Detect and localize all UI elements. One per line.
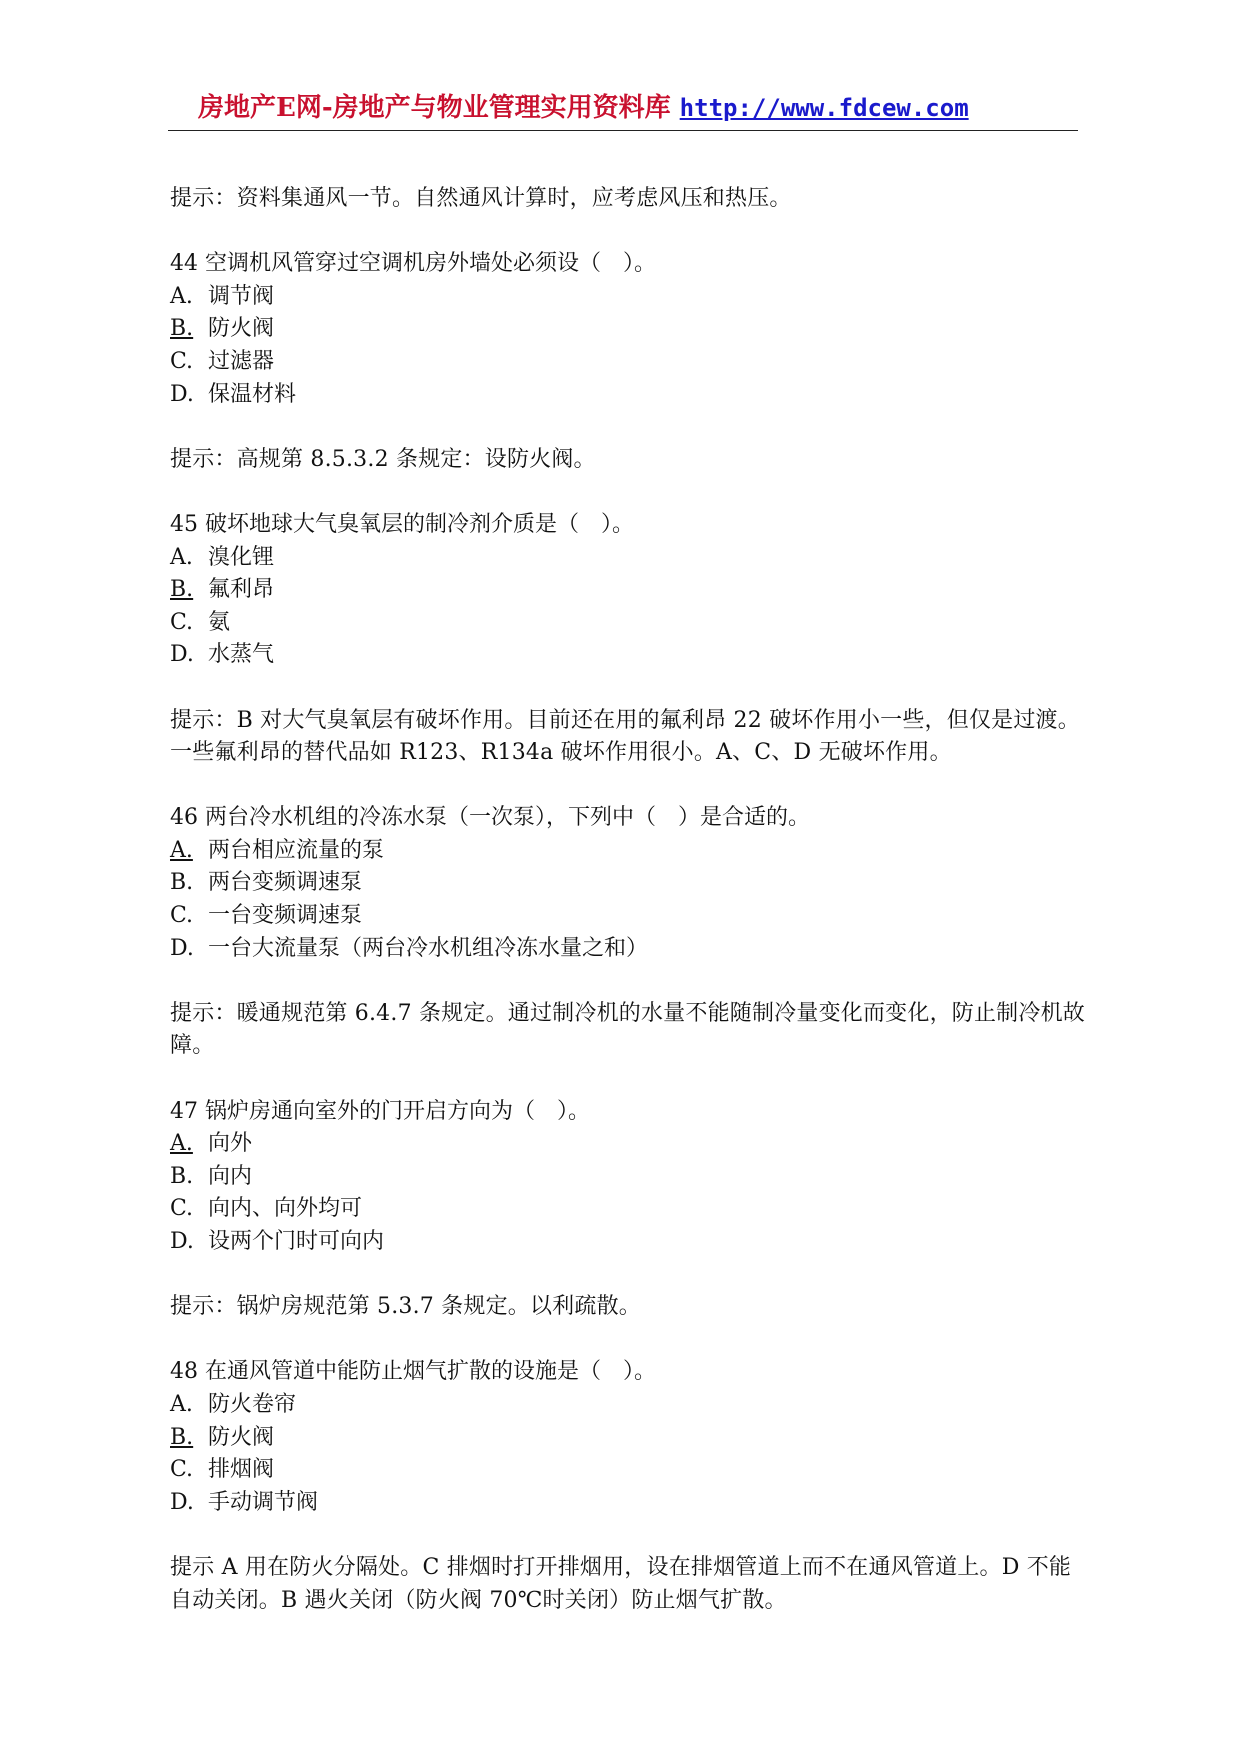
option-item xyxy=(170,313,1090,346)
option-text: 防火卷帘 xyxy=(208,1391,297,1417)
option-item xyxy=(170,1422,1090,1455)
option-letter-answer: B. xyxy=(170,577,194,603)
option-letter: A. xyxy=(170,1391,193,1417)
option-item xyxy=(170,1193,1090,1226)
option-item xyxy=(170,639,1090,672)
question-text: 47 锅炉房通向室外的门开启方向为（ ）。 xyxy=(170,1098,590,1124)
option-text: 防火阀 xyxy=(208,1424,275,1450)
option-item xyxy=(170,900,1090,933)
option-text: 一台大流量泵（两台冷水机组冷冻水量之和） xyxy=(208,935,649,961)
option-item xyxy=(170,1454,1090,1487)
option-item xyxy=(170,346,1090,379)
header-title: 房地产E网-房地产与物业管理实用资料库 xyxy=(198,93,671,123)
option-text: 氨 xyxy=(208,609,231,635)
option-item xyxy=(170,1389,1090,1422)
option-item xyxy=(170,1161,1090,1194)
option-text: 一台变频调速泵 xyxy=(208,903,363,929)
option-letter: A. xyxy=(170,283,193,309)
option-letter: D. xyxy=(170,935,194,961)
option-item xyxy=(170,574,1090,607)
option-letter: C. xyxy=(170,348,194,374)
question-text: 45 破坏地球大气臭氧层的制冷剂介质是（ ）。 xyxy=(170,511,634,537)
option-letter: C. xyxy=(170,1457,194,1483)
header-divider xyxy=(168,130,1078,131)
option-letter: D. xyxy=(170,1229,194,1254)
option-text: 向内 xyxy=(208,1163,253,1189)
option-text: 氟利昂 xyxy=(208,577,275,603)
option-letter-answer: A. xyxy=(170,1131,193,1157)
option-item xyxy=(170,1487,1090,1520)
hint-text: 提示：暖通规范第 6.4.7 条规定。通过制冷机的水量不能随制冷量变化而变化，防止制冷机故障。 xyxy=(170,1000,1085,1059)
hint-text: 提示 A 用在防火分隔处。C 排烟时打开排烟用，设在排烟管道上而不在通风管道上。D 不能自动关闭。B 遇火关闭（防火阀 70℃时关闭）防止烟气扩散。 xyxy=(170,1554,1072,1613)
option-text: 防火阀 xyxy=(208,316,275,342)
option-letter: C. xyxy=(170,609,194,635)
option-item xyxy=(170,542,1090,575)
option-text: 两台相应流量的泵 xyxy=(208,837,385,863)
option-text: 溴化锂 xyxy=(208,544,275,570)
option-item xyxy=(170,867,1090,900)
option-item xyxy=(170,379,1090,412)
option-letter-answer: B. xyxy=(170,316,194,342)
option-letter: B. xyxy=(170,870,194,896)
option-letter-answer: A. xyxy=(170,837,193,863)
option-letter: A. xyxy=(170,544,193,570)
header-link[interactable]: http://www.fdcew.com xyxy=(679,94,969,122)
option-text: 向内、向外均可 xyxy=(208,1196,363,1222)
option-item xyxy=(170,1226,1090,1259)
question-text: 46 两台冷水机组的冷冻水泵（一次泵），下列中（ ）是合适的。 xyxy=(170,805,810,831)
option-item xyxy=(170,835,1090,868)
option-text: 水蒸气 xyxy=(208,642,275,668)
hint-text: 提示：B 对大气臭氧层有破坏作用。目前还在用的氟利昂 22 破坏作用小一些，但仅是过渡。一些氟利昂的替代品如 R123、R134a 破坏作用很小。A、C、D 无破坏作用。 xyxy=(170,707,1080,766)
page-header xyxy=(168,82,1078,132)
option-item xyxy=(170,933,1090,966)
hint-text: 提示：资料集通风一节。自然通风计算时，应考虑风压和热压。 xyxy=(170,186,792,211)
header-text xyxy=(198,92,969,124)
hint-text: 提示：锅炉房规范第 5.3.7 条规定。以利疏散。 xyxy=(170,1294,641,1320)
question-text: 44 空调机风管穿过空调机房外墙处必须设（ ）。 xyxy=(170,251,656,277)
option-letter: B. xyxy=(170,1163,194,1189)
option-item xyxy=(170,607,1090,640)
option-item xyxy=(170,1128,1090,1161)
hint-text: 提示：高规第 8.5.3.2 条规定：设防火阀。 xyxy=(170,446,596,472)
option-letter: C. xyxy=(170,903,194,929)
option-item xyxy=(170,281,1090,314)
option-text: 过滤器 xyxy=(208,348,275,374)
option-letter: D. xyxy=(170,642,194,668)
option-letter: C. xyxy=(170,1196,194,1222)
option-text: 两台变频调速泵 xyxy=(208,870,363,896)
option-text: 手动调节阀 xyxy=(208,1489,319,1515)
option-text: 保温材料 xyxy=(208,381,297,407)
option-letter: D. xyxy=(170,1489,194,1515)
option-letter: D. xyxy=(170,381,194,407)
option-text: 向外 xyxy=(208,1131,253,1157)
option-text: 排烟阀 xyxy=(208,1457,275,1483)
option-text: 设两个门时可向内 xyxy=(208,1229,385,1254)
document-body xyxy=(170,183,1090,1617)
option-letter-answer: B. xyxy=(170,1424,194,1450)
question-text: 48 在通风管道中能防止烟气扩散的设施是（ ）。 xyxy=(170,1359,656,1385)
option-text: 调节阀 xyxy=(208,283,275,309)
